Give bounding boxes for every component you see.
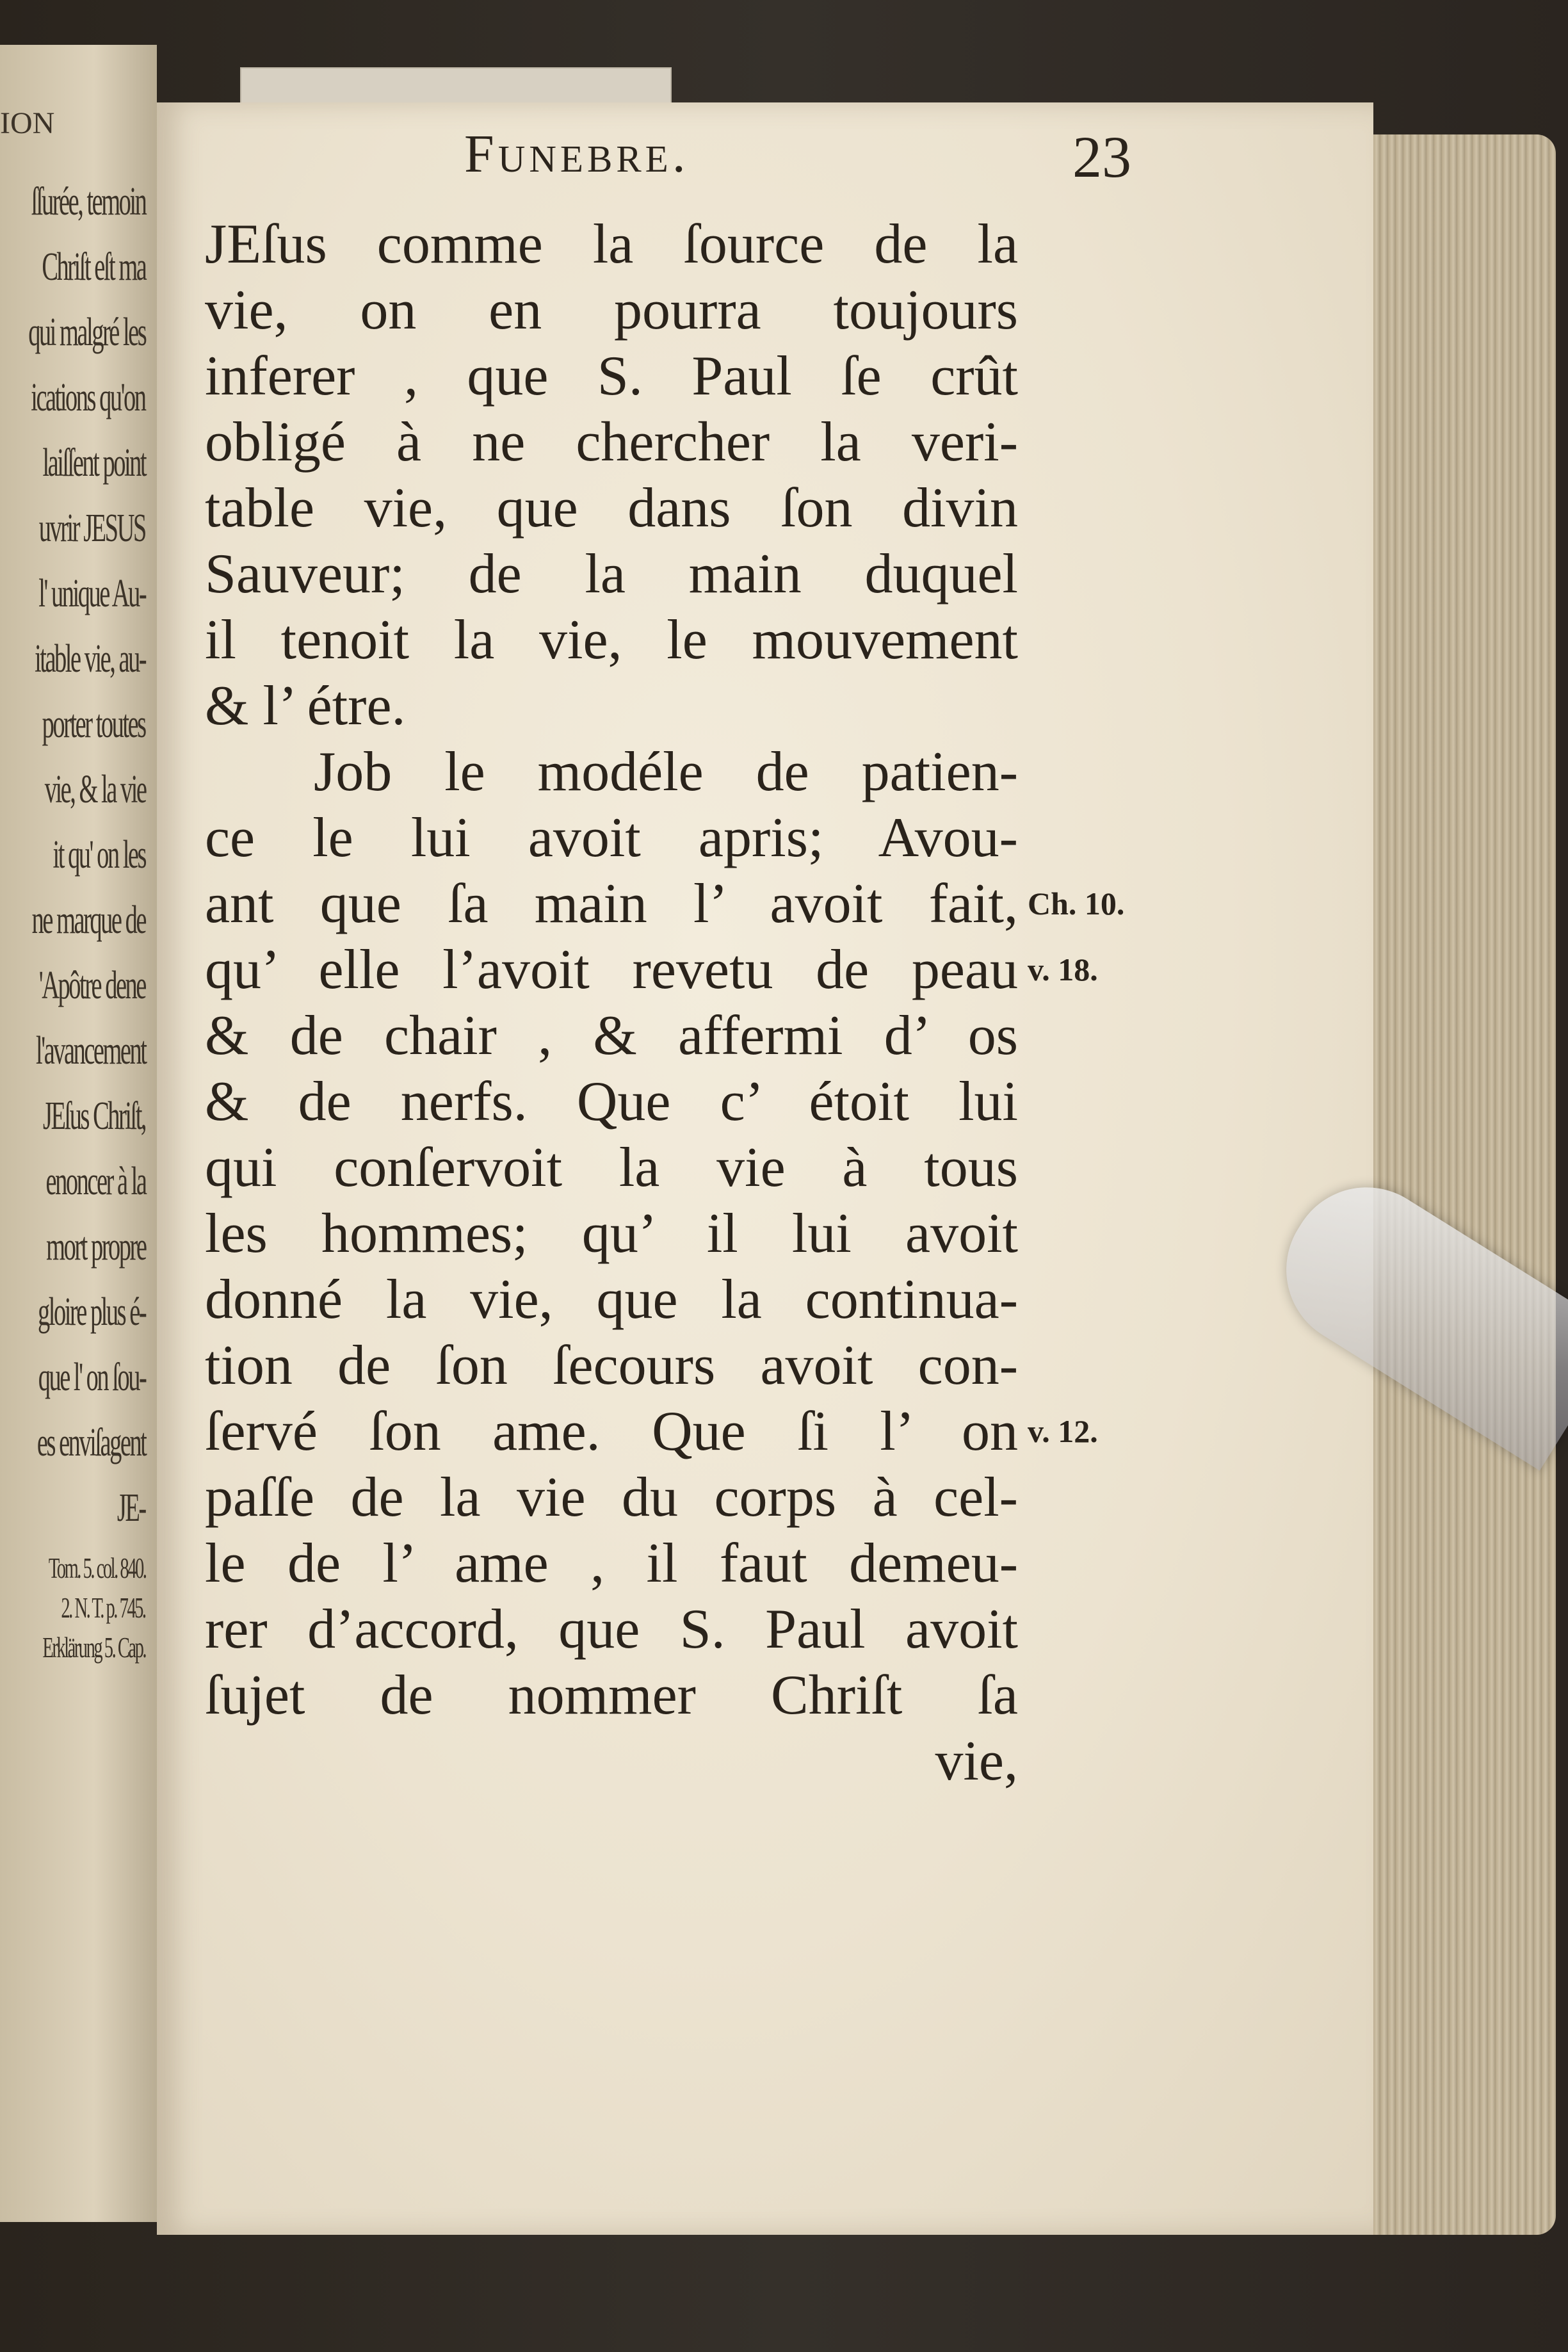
left-page-line: es enviſagent: [36, 1421, 145, 1464]
text-line: Sauveur; de la main duquel: [205, 543, 1018, 605]
left-page-line: l' unique Au-: [38, 572, 145, 615]
margin-note: v. 18.: [1028, 952, 1098, 987]
body-text: [205, 211, 1229, 1794]
catchword: vie,: [935, 1730, 1018, 1792]
left-page-line: qui malgré les: [28, 311, 145, 354]
left-page-line: mort propre: [45, 1225, 145, 1269]
text-line: tion de ſon ſecours avoit con-: [205, 1334, 1018, 1397]
left-page-line: enoncer à la: [45, 1160, 145, 1203]
text-line: le de l’ ame , il faut demeu-: [205, 1532, 1018, 1594]
left-page-line: que l' on ſou-: [38, 1356, 145, 1399]
left-page-line: JEſus Chriſt,: [43, 1094, 145, 1138]
left-page-line: vie, & la vie: [44, 768, 145, 811]
text-line: donné la vie, que la continua-: [205, 1269, 1018, 1331]
text-line: rer d’accord, que S. Paul avoit: [205, 1598, 1018, 1660]
text-line: paſſe de la vie du corps à cel-: [205, 1466, 1018, 1529]
left-page-line: laiſſent point: [42, 441, 145, 485]
left-page-line: gloire plus é-: [37, 1290, 145, 1334]
text-line: vie, on en pourra toujours: [205, 279, 1018, 341]
left-page-line: Chriſt eſt ma: [41, 245, 145, 289]
left-page-line: uvrir JESUS: [38, 507, 145, 550]
text-line: ant que ſa main l’ avoit fait,: [205, 873, 1018, 935]
text-line: il tenoit la vie, le mouvement: [205, 609, 1018, 671]
book-page: [157, 102, 1373, 2235]
left-page-line: Tom. 5. col. 840.: [48, 1552, 145, 1584]
page-number: 23: [1072, 124, 1131, 190]
text-line: ſervé ſon ame. Que ſi l’ on: [205, 1400, 1018, 1463]
left-facing-page: [0, 45, 157, 2222]
text-line: JEſus comme la ſource de la: [205, 213, 1018, 275]
text-line: obligé à ne chercher la veri-: [205, 411, 1018, 473]
left-page-line: 'Apôtre dene: [38, 964, 145, 1007]
text-line: & l’ étre.: [205, 675, 406, 737]
left-page-line: 2. N. T. p. 745.: [61, 1591, 145, 1624]
text-line: Job le modéle de patien-: [314, 741, 1018, 803]
left-page-line: ne marque de: [31, 898, 145, 942]
running-title: Funebre.: [464, 124, 690, 184]
left-page-line: l'avancement: [35, 1029, 145, 1073]
text-line: ſujet de nommer Chriſt ſa: [205, 1664, 1018, 1726]
text-line: table vie, que dans ſon divin: [205, 477, 1018, 539]
text-line: & de nerfs. Que c’ étoit lui: [205, 1071, 1018, 1133]
left-page-line: ications qu'on: [31, 376, 145, 419]
margin-note: Ch. 10.: [1028, 886, 1125, 921]
left-page-line: ſſurée, temoin: [31, 180, 145, 223]
left-page-line: porter toutes: [42, 702, 145, 746]
left-page-header: ION: [0, 106, 55, 140]
left-page-line: Erklärung 5. Cap.: [42, 1631, 145, 1664]
left-page-line: JE-: [117, 1486, 145, 1530]
left-page-line: it qu' on les: [53, 833, 145, 877]
text-line: qui conſervoit la vie à tous: [205, 1137, 1018, 1199]
page-stack-edge: [1357, 134, 1556, 2235]
text-line: qu’ elle l’avoit revetu de peau: [205, 939, 1018, 1001]
text-line: inferer , que S. Paul ſe crût: [205, 345, 1018, 407]
text-line: ce le lui avoit apris; Avou-: [205, 807, 1018, 869]
left-page-line: itable vie, au-: [34, 637, 145, 681]
text-line: les hommes; qu’ il lui avoit: [205, 1203, 1018, 1265]
text-line: & de chair , & affermi d’ os: [205, 1005, 1018, 1067]
margin-note: v. 12.: [1028, 1413, 1098, 1449]
